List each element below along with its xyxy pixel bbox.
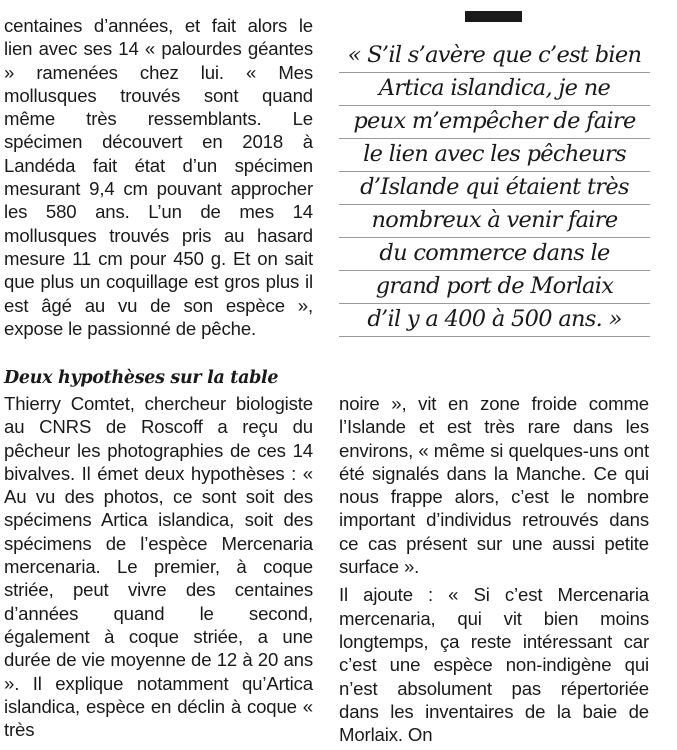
article-column-1-bottom (4, 392, 313, 741)
pullquote-line: d’il y a 400 à 500 ans. » (339, 304, 650, 337)
pullquote-line: Artica islandica, je ne (339, 73, 650, 106)
pullquote-line: grand port de Morlaix (339, 271, 650, 304)
pullquote-marker-bar (465, 11, 522, 22)
pullquote-line: d’Islande qui étaient très (339, 172, 650, 205)
section-subheading: Deux hypothèses sur la table (4, 368, 279, 388)
pullquote-line: le lien avec les pêcheurs (339, 139, 650, 172)
article-paragraph: Thierry Comtet, chercheur biologiste au CNRS de Roscoff a reçu du pêcheur les photographies de ces 14 bivalves. Il émet deux hypothèses : « Au vu des photos, ce sont soit des spécimens Artica islandica, soit des spécimens de l’espèce Mercenaria mercenaria. Le premier, à coque striée, peut vivre des centaines d’années quand le second, également à coque striée, a une durée de vie moyenne de 12 à 20 ans ». Il explique notamment qu’Artica islandica, espèce en déclin à coque « très (4, 393, 313, 741)
pullquote-line: nombreux à venir faire (339, 205, 650, 238)
article-paragraph: Il ajoute : « Si c’est Mercenaria mercenaria, qui vit bien moins longtemps, ça reste intéressant car c’est une espèce non-indigène qui n’est absolument pas répertoriée dans les inventaires de la baie de Morlaix. On (339, 584, 649, 746)
article-column-1-top (4, 14, 313, 340)
article-column-2-bottom (339, 392, 649, 746)
pullquote-line: du commerce dans le (339, 238, 650, 271)
pullquote (339, 40, 650, 337)
article-paragraph: noire », vit en zone froide comme l’Islande et est très rare dans les environs, « même si quelques-uns ont été signalés dans la Manche. Ce qui nous frappe alors, c’est le nombre important d’individus retrouvés dans ce cas présent sur une aussi petite surface ». (339, 393, 649, 578)
article-paragraph: centaines d’années, et fait alors le lien avec ses 14 « palourdes géantes » ramenées chez lui. « Mes mollusques trouvés sont quand même très ressemblants. Le spécimen découvert en 2018 à Landéda fait état d’un spécimen mesurant 9,4 cm pouvant approcher les 580 ans. L’un de mes 14 mollusques trouvés pris au hasard mesure 11 cm pour 450 g. Et on sait que plus un coquillage est gros plus il est âgé au vu de son espèce », expose le passionné de pêche. (4, 15, 313, 339)
pullquote-line: « S’il s’avère que c’est bien (339, 40, 650, 73)
pullquote-line: peux m’empêcher de faire (339, 106, 650, 139)
